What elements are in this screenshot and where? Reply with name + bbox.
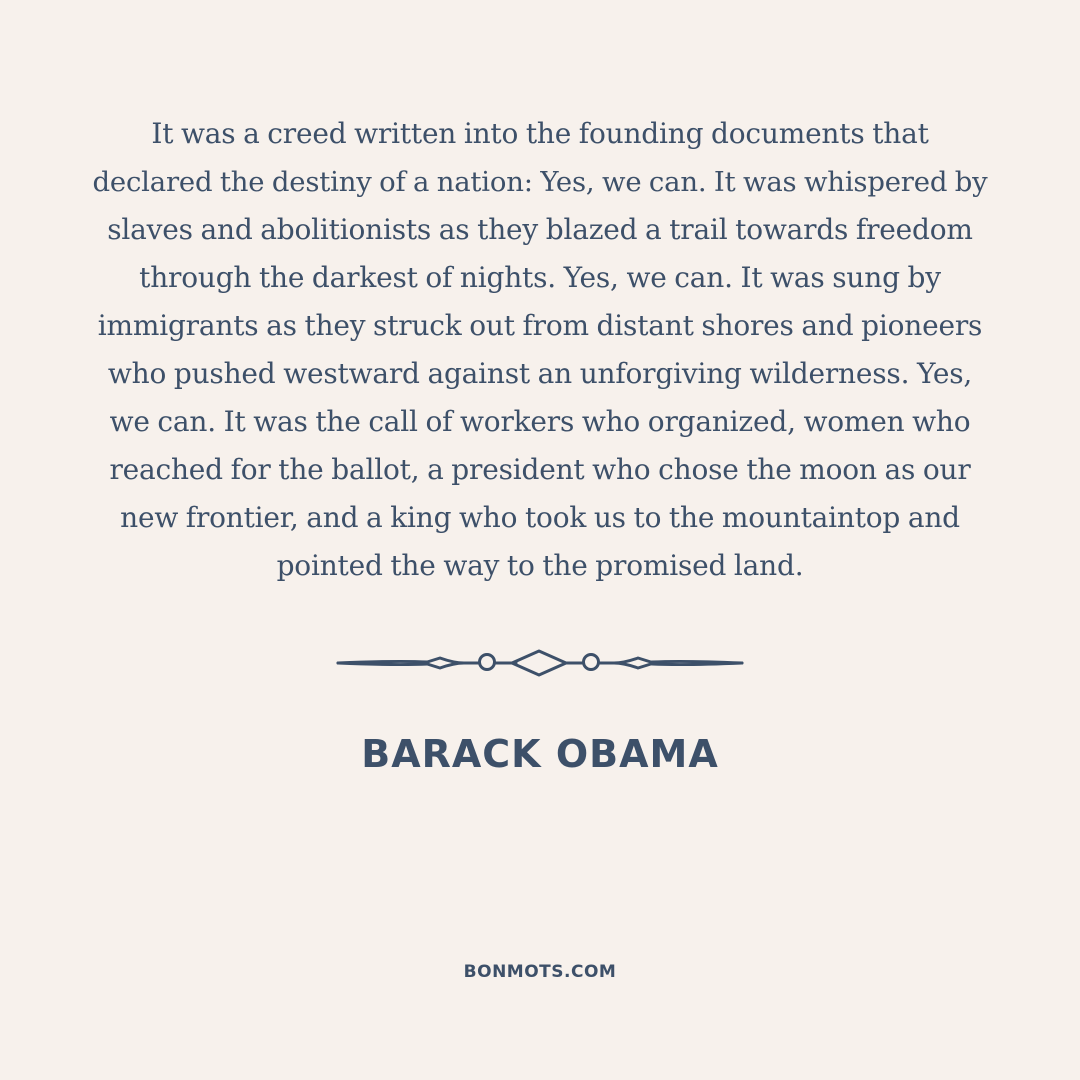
- author-name: BARACK OBAMA: [361, 732, 719, 776]
- quote-line: through the darkest of nights. Yes, we can. It was sung by: [139, 261, 941, 294]
- decorative-divider-icon: [336, 645, 744, 681]
- site-watermark: BONMOTS.COM: [463, 962, 617, 982]
- quote-line: slaves and abolitionists as they blazed a trail towards freedom: [107, 213, 973, 246]
- quote-line: who pushed westward against an unforgiving wilderness. Yes,: [107, 357, 973, 390]
- quote-line: immigrants as they struck out from distant shores and pioneers: [97, 309, 983, 342]
- quote-text: [90, 110, 990, 590]
- quote-line: declared the destiny of a nation: Yes, we can. It was whispered by: [92, 166, 988, 198]
- quote-line: new frontier, and a king who took us to the mountaintop and: [120, 501, 960, 534]
- quote-line: pointed the way to the promised land.: [276, 549, 804, 582]
- quote-line: we can. It was the call of workers who organized, women who: [109, 405, 971, 438]
- quote-line: It was a creed written into the founding documents that: [151, 117, 929, 150]
- quote-line: reached for the ballot, a president who chose the moon as our: [109, 453, 971, 486]
